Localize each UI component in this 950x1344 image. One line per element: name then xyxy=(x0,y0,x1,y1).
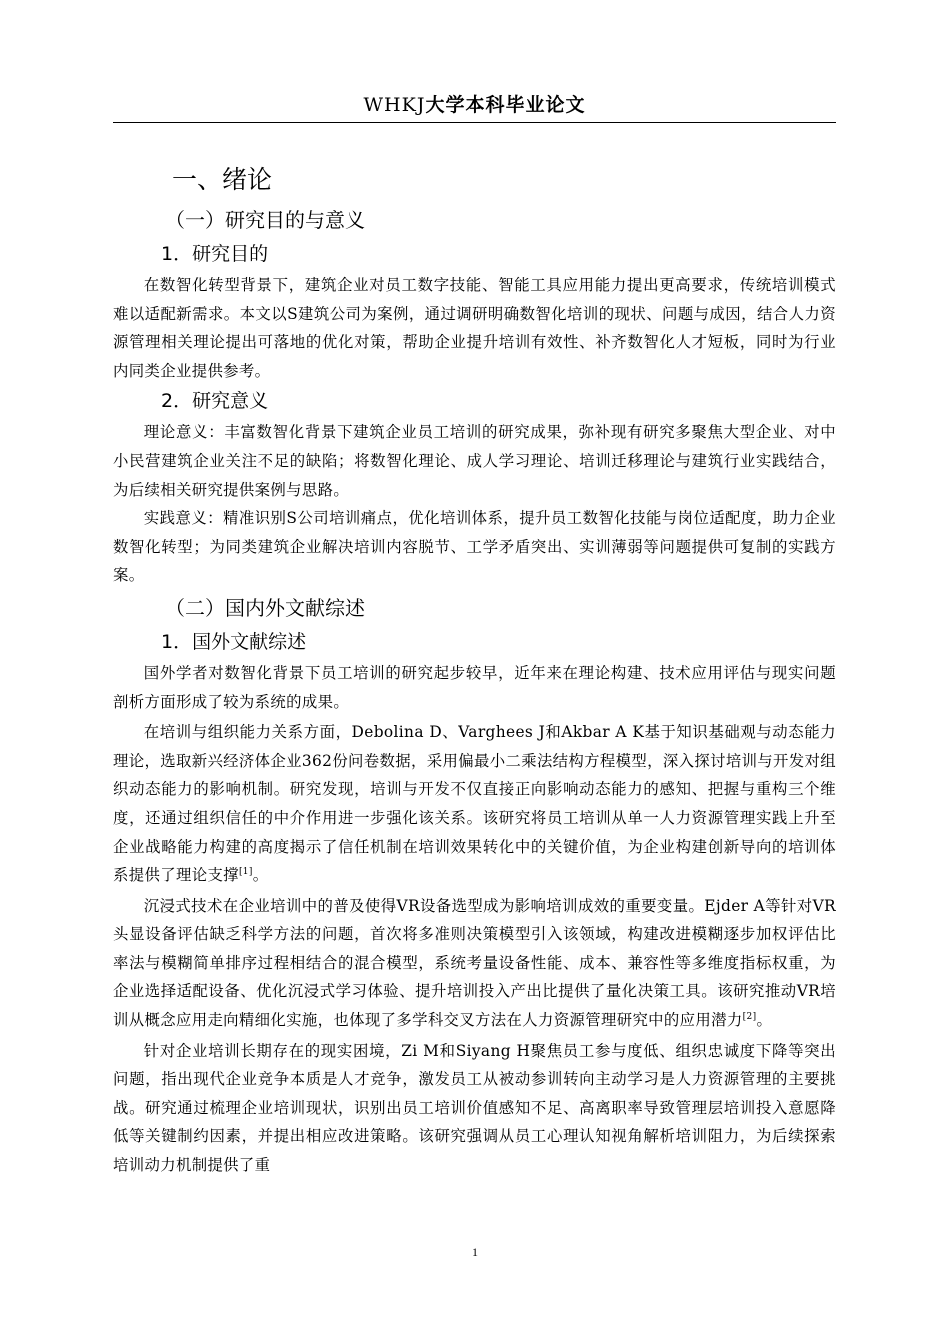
header-title: 大学本科毕业论文 xyxy=(425,94,586,116)
header-prefix: WHKJ xyxy=(363,94,426,116)
paragraph-text: 在培训与组织能力关系方面，Debolina D、Varghees J和Akbar A K基于知识基础观与动态能力理论，选取新兴经济体企业362份问卷数据，采用偏最小二乘法结构方程模型，深入探讨培训与开发对组织动态能力的影响机制。研究发现，培训与开发不仅直接正向影响动态能力的感知、把握与重构三个维度，还通过组织信任的中介作用进一步强化该关系。该研究将员工培训从单一人力资源管理实践上升至企业战略能力构建的高度揭示了信任机制在培训效果转化中的关键价值，为企业构建创新导向的培训体系提供了理论支撑 xyxy=(113,723,837,885)
paragraph: 理论意义：丰富数智化背景下建筑企业员工培训的研究成果，弥补现有研究多聚焦大型企业、对中小民营建筑企业关注不足的缺陷；将数智化理论、成人学习理论、培训迁移理论与建筑行业实践结合，为后续相关研究提供案例与思路。 xyxy=(113,423,836,499)
page-number: 1 xyxy=(472,1245,478,1259)
subsection-title: 1．国外文献综述 xyxy=(161,630,307,653)
paragraph: 国外学者对数智化背景下员工培训的研究起步较早，近年来在理论构建、技术应用评估与现实问题剖析方面形成了较为系统的成果。 xyxy=(113,663,836,711)
page-header xyxy=(113,92,836,118)
header-divider xyxy=(113,122,836,123)
citation-ref: [1] xyxy=(238,867,253,878)
subsection-title: 1．研究目的 xyxy=(161,243,269,265)
paragraph: 实践意义：精准识别S公司培训痛点，优化培训体系，提升员工数智化技能与岗位适配度，助力企业数智化转型；为同类建筑企业解决培训内容脱节、工学矛盾突出、实训薄弱等问题提供可复制的实践方案。 xyxy=(113,509,836,585)
paragraph-end: 。 xyxy=(252,866,269,885)
paragraph: 在数智化转型背景下，建筑企业对员工数字技能、智能工具应用能力提出更高要求，传统培训模式难以适配新需求。本文以S建筑公司为案例，通过调研明确数智化培训的现状、问题与成因，结合人力资源管理相关理论提出可落地的优化对策，帮助企业提升培训有效性、补齐数智化人才短板，同时为行业内同类企业提供参考。 xyxy=(113,276,836,380)
paragraph-text: 沉浸式技术在企业培训中的普及使得VR设备选型成为影响培训成效的重要变量。Ejder A等针对VR头显设备评估缺乏科学方法的问题，首次将多准则决策模型引入该领域，构建改进模糊逐步加权评估比率法与模糊简单排序过程相结合的混合模型，系统考量设备性能、成本、兼容性等多维度指标权重，为企业选择适配设备、优化沉浸式学习体验、提升培训投入产出比提供了量化决策工具。该研究推动VR培训从概念应用走向精细化实施，也体现了多学科交叉方法在人力资源管理研究中的应用潜力 xyxy=(113,896,836,1030)
section-title: （一）研究目的与意义 xyxy=(165,208,365,232)
paragraph xyxy=(113,718,836,890)
section-title: （二）国内外文献综述 xyxy=(165,595,365,620)
paragraph: 针对企业培训长期存在的现实困境，Zi M和Siyang H聚焦员工参与度低、组织忠诚度下降等突出问题，指出现代企业竞争本质是人才竞争，激发员工从被动参训转向主动学习是人力资源管理的主要挑战。研究通过梳理企业培训现状，识别出员工培训价值感知不足、高离职率导致管理层培训投入意愿降低等关键制约因素，并提出相应改进策略。该研究强调从员工心理认知视角解析培训阻力，为后续探索培训动力机制提供了重 xyxy=(113,1041,836,1175)
paragraph-end: 。 xyxy=(756,1011,773,1030)
document-body xyxy=(113,158,836,1180)
subsection-title: 2．研究意义 xyxy=(161,390,269,413)
paragraph xyxy=(113,892,836,1035)
chapter-title: 一、绪论 xyxy=(172,165,273,194)
citation-ref: [2] xyxy=(742,1012,757,1023)
